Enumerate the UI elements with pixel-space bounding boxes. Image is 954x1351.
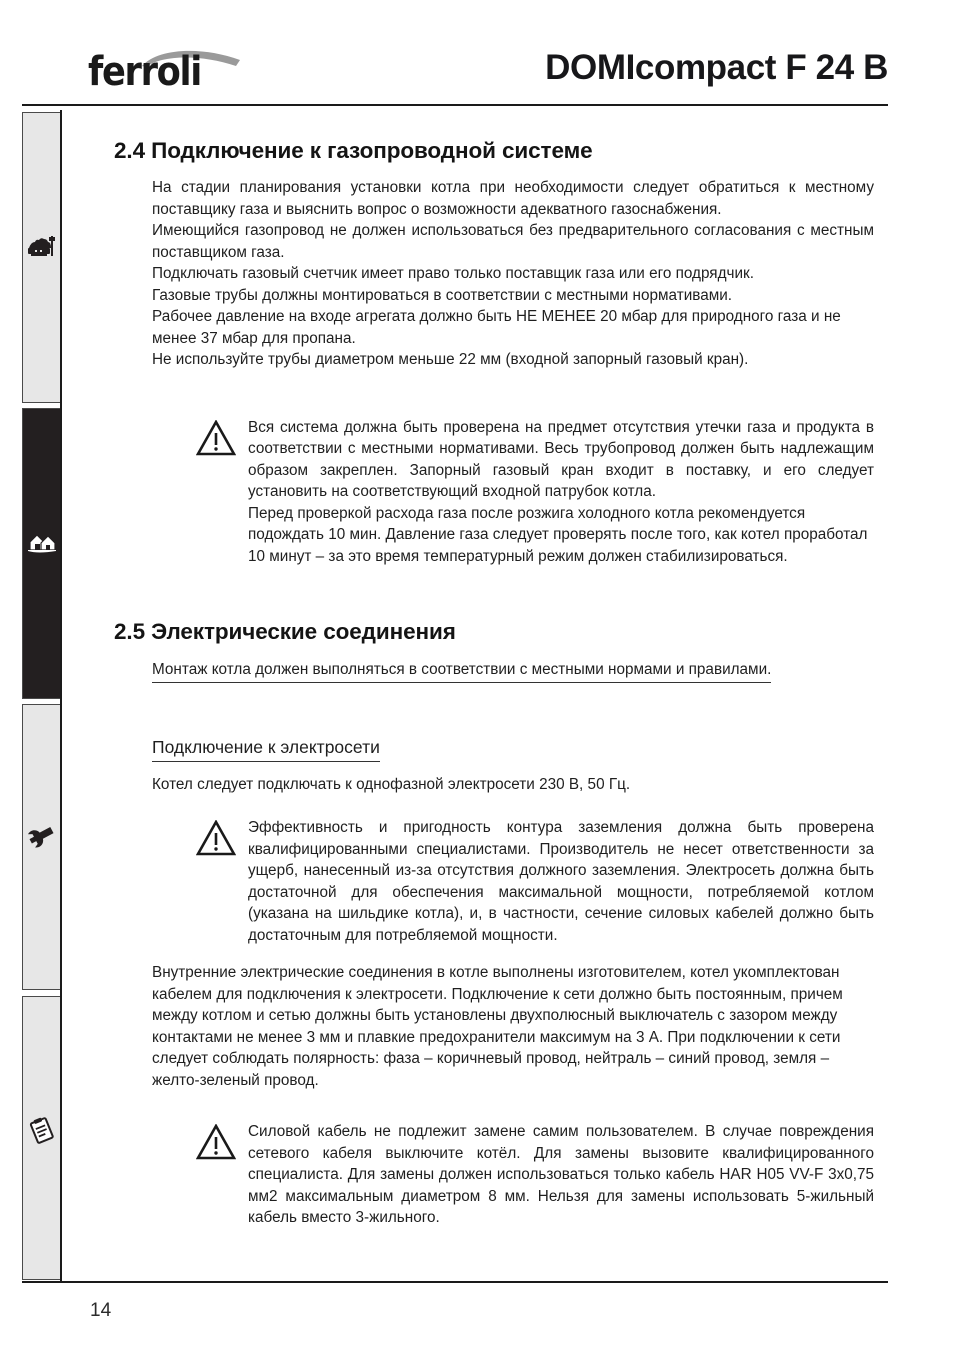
warning-paragraph: Эффективность и пригодность контура заземления должна быть проверена квалифицированными специалистами. Производитель не несет ответственности за ущерб, нанесенный из-за отсутствия должного заземления. Электросеть должна быть достаточной для обеспечения максимальной мощности, потребляемой котлом (указана на шильдике котла), и, в частности, сечение силовых кабелей должно быть достаточным для потребляемой мощности. [248,819,874,944]
page-header [0,0,954,108]
warning-paragraph: Силовой кабель не подлежит замене самим пользователем. В случае повреждения сетевого кабеля выключите котёл. Для замены вызовите квалифицированного специалиста. Для замены должен использоваться только кабель HAR H05 VV-F 3x0,75 мм2 максимальным диаметром 8 мм. Нельзя для замены использовать 5-жильный кабель вместо 3-жильного. [248,1123,874,1226]
paragraph: Котел следует подключать к однофазной электросети 230 В, 50 Гц. [152,775,631,793]
content-body [114,138,874,1229]
warning-gas-system-text [242,417,874,568]
content-frame [60,110,888,1282]
page-number: 14 [90,1300,112,1321]
warning-triangle-icon [196,1121,242,1160]
paragraph: Внутренние электрические соединения в котле выполнены изготовителем, котел укомплектован кабелем для подключения к электросети. Подключение к сети должно быть постоянным, причем между котлом и сетью должны быть установлены двухполюсный выключатель с зазором между контактами не менее 3 мм и плавкие предохранители максимум на 3 А. При подключении к сети следует соблюдать полярность: фаза – коричневый провод, нейтраль – синий провод, земля – желто-зеленый провод. [152,964,843,1089]
burner-unit-icon [26,231,58,263]
header-divider [22,104,888,106]
side-tab-checklist[interactable] [22,996,61,1280]
mains-connection-subheading-wrap [152,735,874,762]
section-25-intro [152,774,874,796]
paragraph: Не используйте трубы диаметром меньше 22 мм (входной запорный газовый кран). [152,351,749,368]
warning-triangle-icon [196,817,242,856]
warning-gas-system [196,417,874,568]
ferroli-logo [88,49,288,100]
warning-power-cable [196,1121,874,1229]
houses-installation-icon [26,527,58,559]
paragraph: Газовые трубы должны монтироваться в соответствии с местными нормативами. [152,286,733,304]
paragraph: Рабочее давление на входе агрегата должно быть НЕ МЕНЕЕ 20 мбар для природного газа и не менее 37 мбар для пропана. [152,308,841,347]
side-tab-service[interactable] [22,704,61,990]
section-25-body [152,962,874,1091]
section-24-paragraphs [152,177,874,371]
section-25-heading: 2.5 Электрические соединения [114,619,456,644]
document-title: DOMIcompact F 24 B [545,48,888,87]
paragraph: Подключать газовый счетчик имеет право только поставщик газа или его подрядчик. [152,265,754,282]
paragraph: На стадии планирования установки котла при необходимости следует обратиться к местному поставщику газа и выяснить вопрос о возможности адекватного газоснабжения. [152,179,874,218]
section-25-note [152,659,874,683]
side-tab-installation[interactable] [22,408,61,699]
paragraph: Имеющийся газопровод не должен использоваться без предварительного согласования с местным поставщиком газа. [152,222,874,261]
warning-power-cable-text [242,1121,874,1229]
warning-grounding [196,817,874,946]
ferroli-wordmark: ferroli [88,49,201,95]
warning-paragraph: Перед проверкой расхода газа после розжига холодного котла рекомендуется подождать 10 мин. Давление газа следует проверять после того, как котел проработал 10 минут – за это время температурный режим должен стабилизироваться. [248,504,868,565]
side-tab-burner[interactable] [22,112,61,403]
clipboard-checklist-icon [26,1115,58,1147]
section-24-heading: 2.4 Подключение к газопроводной системе [114,138,593,163]
wrench-service-icon [26,821,58,853]
warning-paragraph: Вся система должна быть проверена на предмет отсутствия утечки газа и продукта в соответствии с местными нормативами. Весь трубопровод должен быть надлежащим образом закреплен. Запорный газовый кран входит в поставку, и его следует установить на соответствующий входной патрубок котла. [248,418,874,500]
mains-connection-subheading: Подключение к электросети [152,735,380,762]
installation-standards-note: Монтаж котла должен выполняться в соответствии с местными нормами и правилами. [152,659,771,683]
warning-triangle-icon [196,417,242,456]
footer-divider [22,1281,888,1283]
side-tab-strip [22,112,61,1280]
warning-grounding-text [242,817,874,946]
